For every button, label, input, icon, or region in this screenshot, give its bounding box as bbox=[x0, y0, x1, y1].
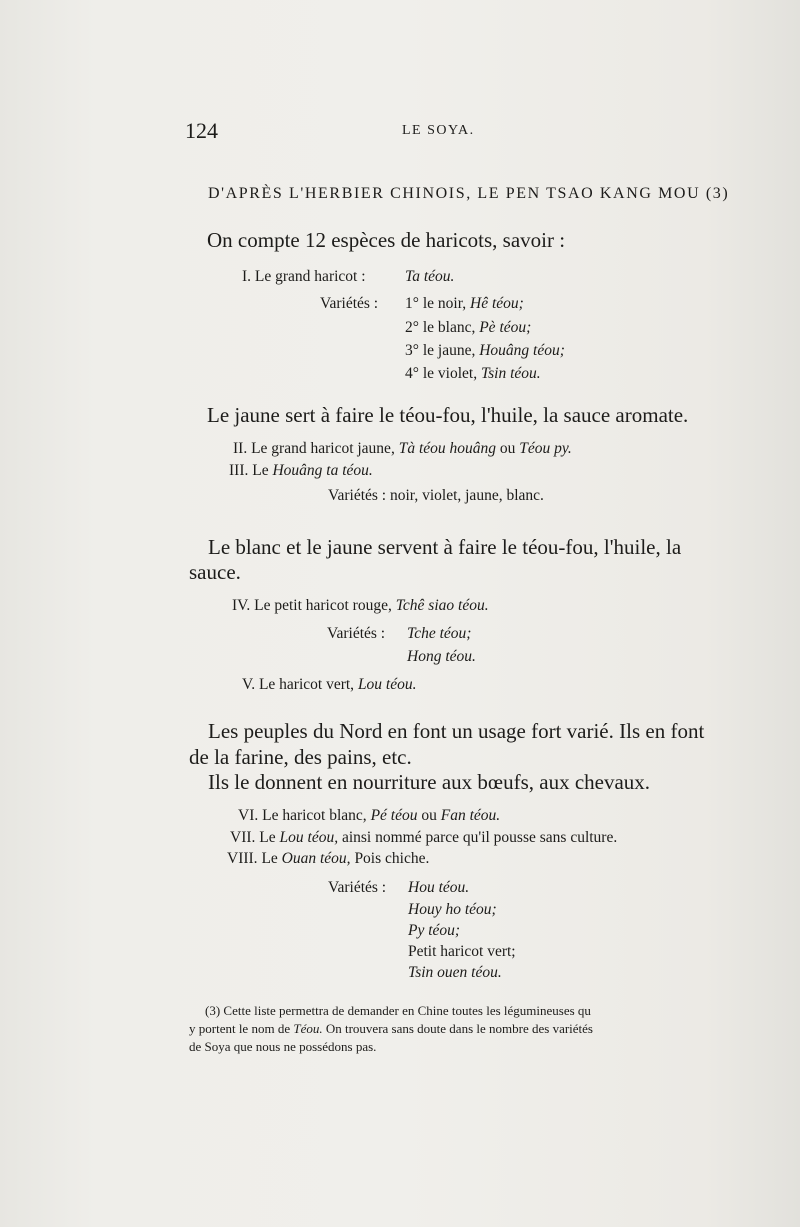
final-variety-5: Tsin ouen téou. bbox=[408, 964, 502, 981]
intro-text: On compte 12 espèces de haricots, savoir : bbox=[207, 228, 566, 252]
paragraph-2-line-2: sauce. bbox=[189, 560, 241, 584]
paragraph-2-line-1: Le blanc et le jaune servent à faire le téou-fou, l'huile, la bbox=[208, 535, 682, 559]
entry-1-varieties-label: Variétés : bbox=[320, 295, 379, 312]
final-varieties-label: Variétés : bbox=[328, 879, 387, 896]
entry-4-variety-1: Tche téou; bbox=[407, 625, 472, 642]
entry-4-varieties-label: Variétés : bbox=[327, 625, 386, 642]
paragraph-3-line-3: Ils le donnent en nourriture aux bœufs, aux chevaux. bbox=[208, 770, 651, 794]
final-variety-2: Houy ho téou; bbox=[408, 901, 497, 918]
entry-4-variety-2: Hong téou. bbox=[407, 648, 476, 665]
entry-1-variety-1: 1° le noir, Hê téou; bbox=[405, 295, 524, 312]
entry-6-line: VI. Le haricot blanc, Pé téou ou Fan téou. bbox=[238, 807, 501, 824]
footnote-line-1: (3) Cette liste permettra de demander en Chine toutes les légumineuses qu bbox=[205, 1003, 591, 1018]
entry-4-line: IV. Le petit haricot rouge, Tchê siao téou. bbox=[232, 597, 489, 614]
page-number: 124 bbox=[185, 118, 218, 143]
entry-7-line: VII. Le Lou téou, ainsi nommé parce qu'il pousse sans culture. bbox=[230, 829, 618, 846]
final-variety-3: Py téou; bbox=[408, 922, 461, 939]
footnote-line-2: y portent le nom de Téou. On trouvera sans doute dans le nombre des variétés bbox=[189, 1021, 593, 1036]
entry-8-line: VIII. Le Ouan téou, Pois chiche. bbox=[227, 850, 430, 867]
entry-2-line: II. Le grand haricot jaune, Tà téou houâng ou Téou py. bbox=[233, 440, 572, 457]
entry-3-varieties: Variétés : noir, violet, jaune, blanc. bbox=[328, 487, 544, 504]
paragraph-1: Le jaune sert à faire le téou-fou, l'huile, la sauce aromate. bbox=[207, 403, 689, 427]
entry-1-variety-3: 3° le jaune, Houâng téou; bbox=[405, 342, 565, 359]
entry-1-variety-4: 4° le violet, Tsin téou. bbox=[405, 365, 541, 382]
paragraph-3-line-2: de la farine, des pains, etc. bbox=[189, 745, 412, 769]
final-variety-4: Petit haricot vert; bbox=[408, 943, 516, 960]
entry-1-variety-2: 2° le blanc, Pè téou; bbox=[405, 319, 532, 336]
section-subtitle: D'APRÈS L'HERBIER CHINOIS, LE PEN TSAO KANG MOU (3) bbox=[208, 185, 730, 202]
entry-1-line bbox=[242, 268, 366, 286]
entry-1-name: Le grand haricot : bbox=[254, 268, 366, 285]
running-title: LE SOYA. bbox=[402, 123, 475, 138]
entry-1-numeral: I. bbox=[242, 268, 252, 285]
entry-5-line: V. Le haricot vert, Lou téou. bbox=[242, 676, 417, 693]
paragraph-3-line-1: Les peuples du Nord en font un usage fort varié. Ils en font bbox=[208, 719, 705, 743]
final-variety-1: Hou téou. bbox=[408, 879, 470, 896]
entry-3-line: III. Le Houâng ta téou. bbox=[229, 462, 373, 479]
entry-1-chinese: Ta téou. bbox=[405, 268, 455, 285]
footnote-line-3: de Soya que nous ne possédons pas. bbox=[189, 1039, 377, 1054]
